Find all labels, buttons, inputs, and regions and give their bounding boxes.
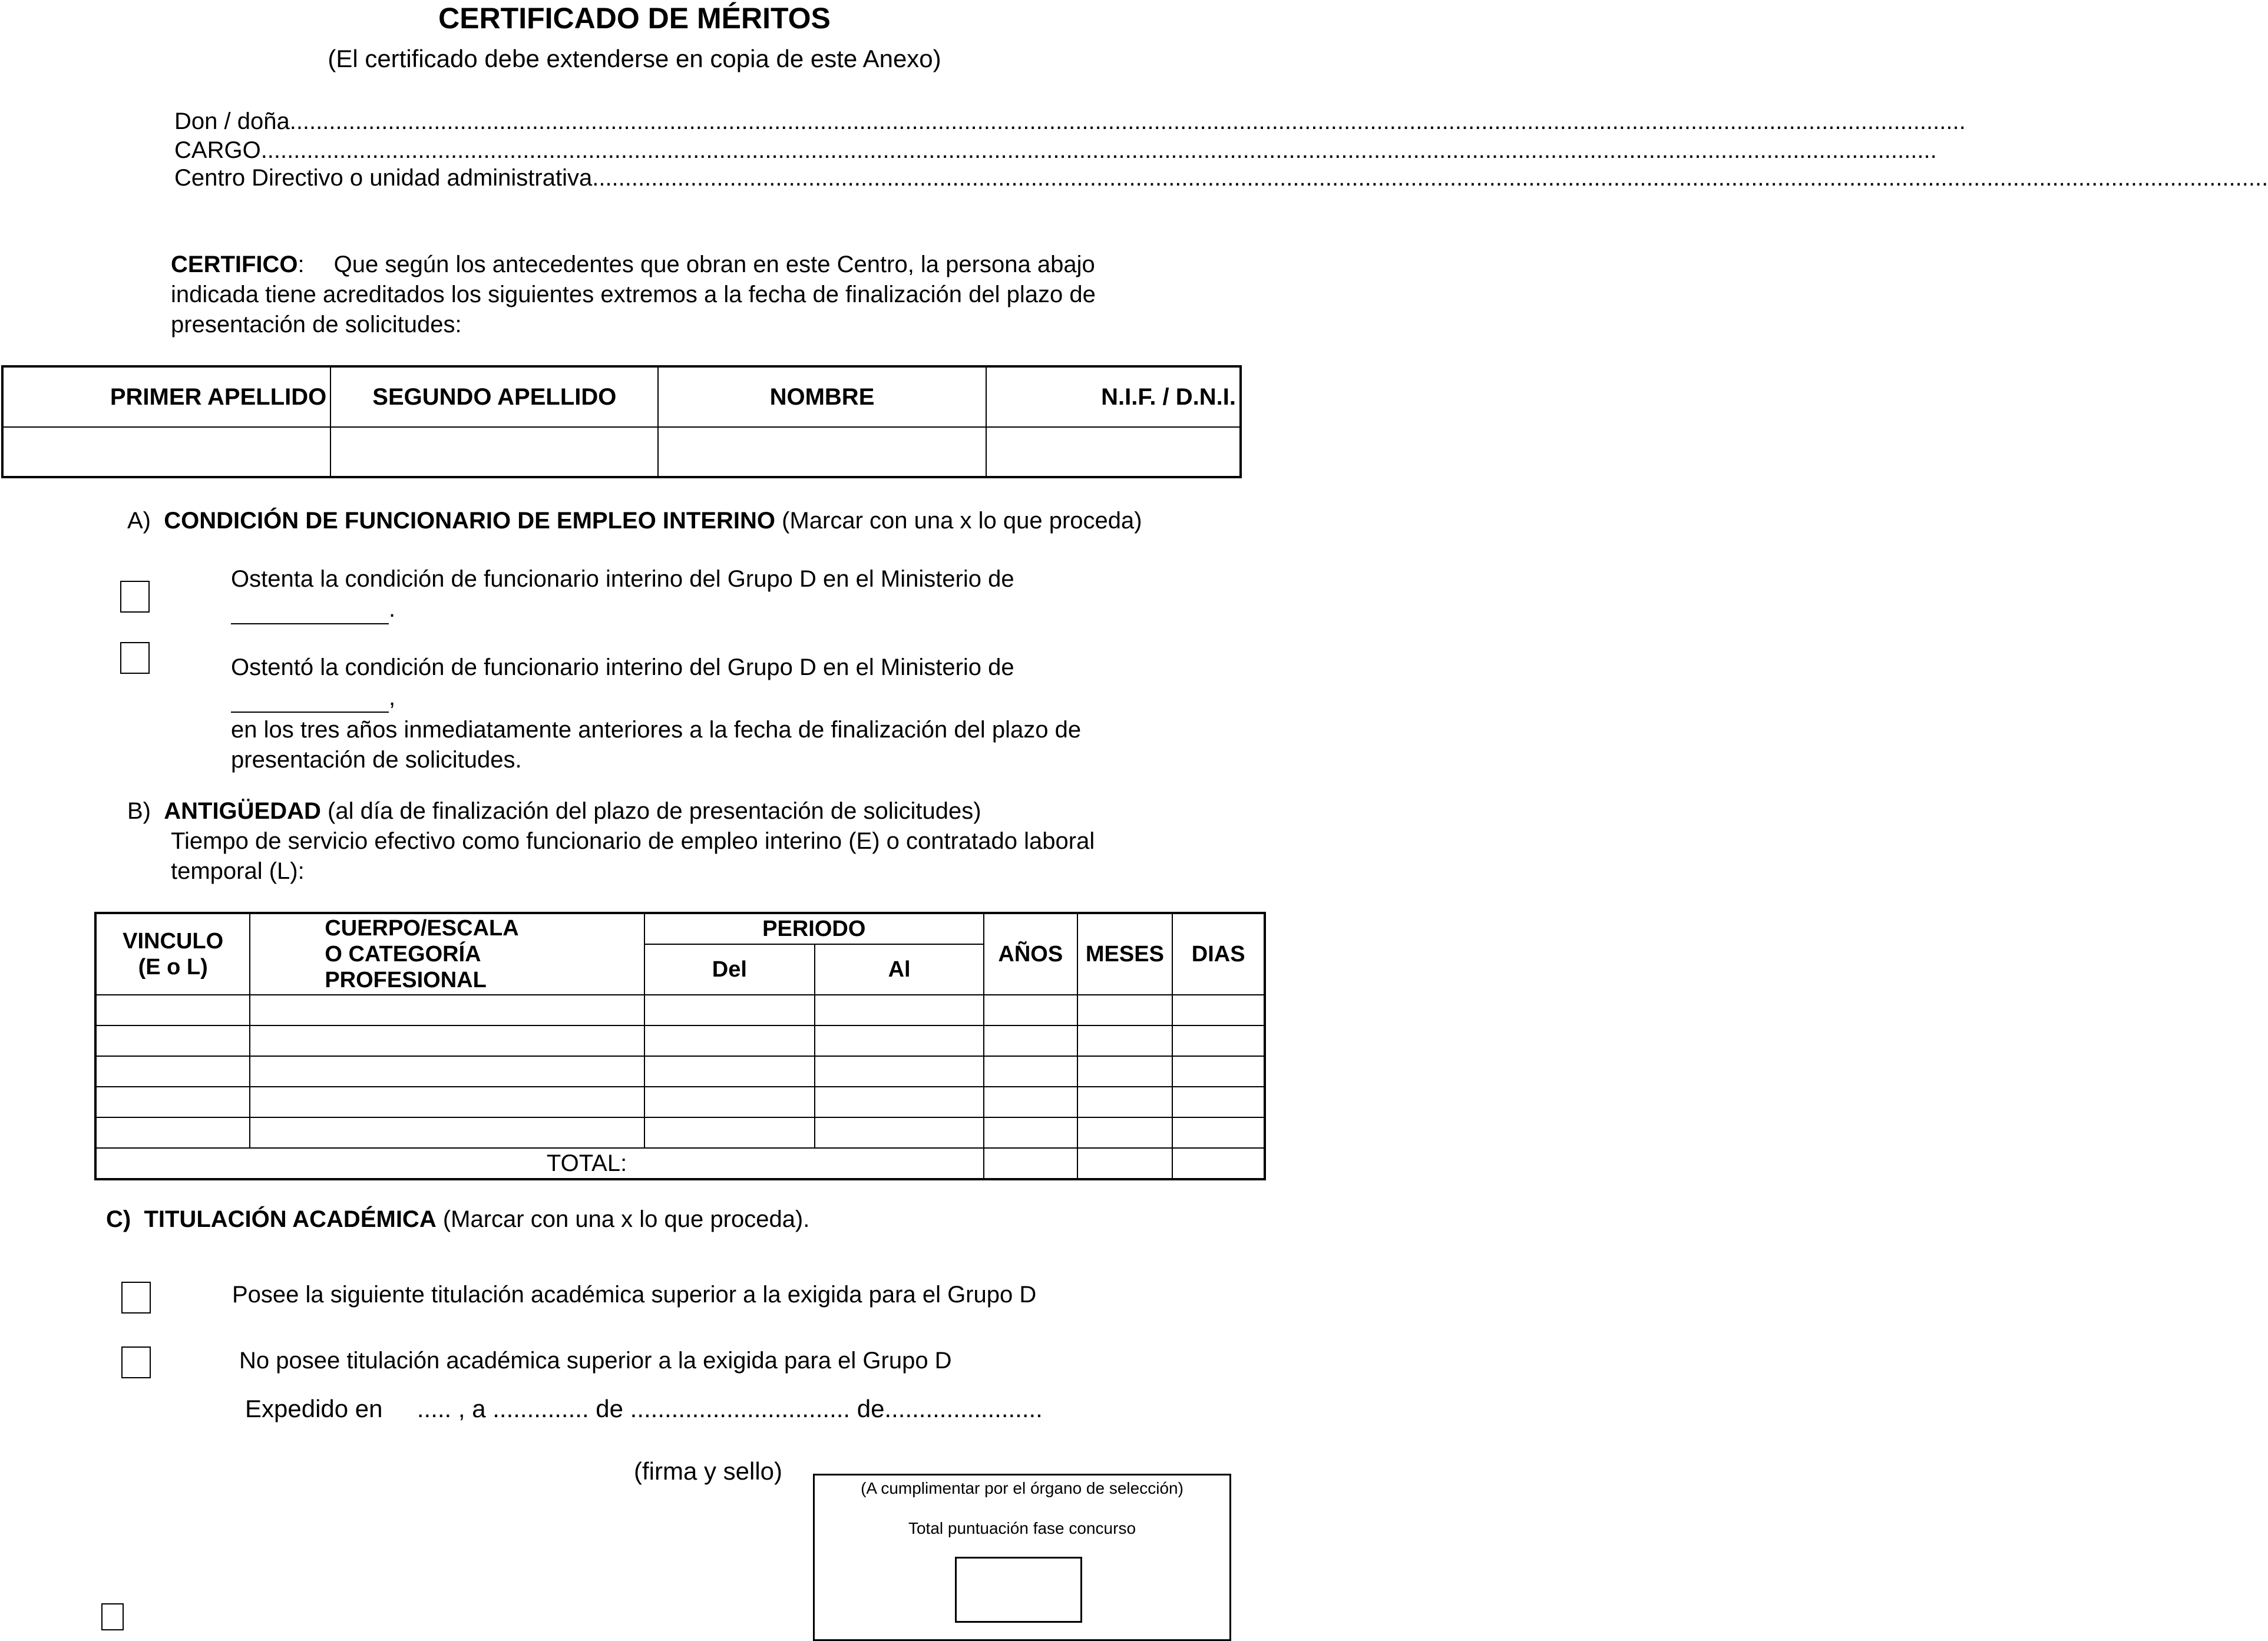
total-label: TOTAL:	[95, 1148, 984, 1179]
cell-dias[interactable]	[1172, 995, 1265, 1025]
section-a-letter: A)	[127, 508, 151, 534]
header-nif: N.I.F. / D.N.I.	[986, 366, 1241, 427]
header-nombre: NOMBRE	[658, 366, 986, 427]
cell-del[interactable]	[644, 1087, 815, 1117]
cell-al[interactable]	[815, 1056, 984, 1087]
checkbox-no-posee[interactable]	[121, 1346, 151, 1378]
centro-dots: ................................................................................................................................................................................................................................................................	[592, 165, 2268, 191]
cell-al[interactable]	[815, 1087, 984, 1117]
section-c-title: TITULACIÓN ACADÉMICA	[144, 1206, 437, 1232]
certifico-paragraph	[171, 250, 1261, 340]
option-ostenta	[231, 564, 1232, 624]
cell-vinculo[interactable]	[95, 1056, 250, 1087]
total-dias[interactable]	[1172, 1148, 1265, 1179]
certifico-colon: :	[297, 252, 305, 277]
option-no-posee-text: No posee titulación académica superior a la exigida para el Grupo D	[239, 1348, 952, 1374]
header-al: Al	[815, 944, 984, 995]
expedido-line: Expedido en ..... , a .............. de ................................ de.......................	[245, 1395, 1043, 1422]
header-vinculo	[95, 913, 250, 995]
cell-nif[interactable]	[986, 427, 1241, 477]
cell-anos[interactable]	[984, 1117, 1077, 1148]
section-c-note: (Marcar con una x lo que proceda).	[442, 1206, 810, 1232]
page-subtitle: (El certificado debe extenderse en copia de este Anexo)	[328, 45, 941, 72]
cell-cuerpo[interactable]	[250, 1087, 644, 1117]
section-a-title: CONDICIÓN DE FUNCIONARIO DE EMPLEO INTERINO	[164, 508, 776, 534]
cell-meses[interactable]	[1077, 995, 1173, 1025]
header-segundo-apellido: SEGUNDO APELLIDO	[330, 366, 658, 427]
cell-anos[interactable]	[984, 1056, 1077, 1087]
don-label: Don / doña	[174, 108, 290, 134]
puntuacion-box-line-2: Total puntuación fase concurso	[908, 1519, 1136, 1537]
total-anos[interactable]	[984, 1148, 1077, 1179]
option-ostento	[231, 653, 1232, 775]
header-del: Del	[644, 944, 815, 995]
certifico-text-3: presentación de solicitudes:	[171, 312, 462, 338]
section-a-note: (Marcar con una x lo que proceda)	[782, 508, 1142, 534]
section-b-note: (al día de finalización del plazo de presentación de solicitudes)	[328, 798, 981, 824]
cargo-field[interactable]	[174, 137, 1937, 164]
certifico-text-2: indicada tiene acreditados los siguientes extremos a la fecha de finalización del plazo de	[171, 282, 1096, 307]
cell-cuerpo[interactable]	[250, 1117, 644, 1148]
header-dias: DIAS	[1172, 913, 1265, 995]
cell-dias[interactable]	[1172, 1056, 1265, 1087]
option-ostenta-text: Ostenta la condición de funcionario interino del Grupo D en el Ministerio de	[231, 566, 1014, 592]
section-c-heading	[106, 1206, 809, 1233]
cell-vinculo[interactable]	[95, 1087, 250, 1117]
header-periodo: PERIODO	[644, 913, 984, 944]
header-vinculo-line-1: VINCULO	[123, 929, 224, 954]
centro-field[interactable]	[174, 165, 2268, 191]
cell-del[interactable]	[644, 1117, 815, 1148]
cell-meses[interactable]	[1077, 1056, 1173, 1087]
cell-del[interactable]	[644, 1056, 815, 1087]
section-b-title: ANTIGÜEDAD	[164, 798, 321, 824]
section-b-letter: B)	[127, 798, 151, 824]
cell-al[interactable]	[815, 1117, 984, 1148]
option-ostento-cont-2: presentación de solicitudes.	[231, 747, 522, 773]
table-row	[95, 995, 1265, 1025]
cell-vinculo[interactable]	[95, 1025, 250, 1056]
page-title: CERTIFICADO DE MÉRITOS	[438, 2, 831, 35]
cell-primer-apellido[interactable]	[2, 427, 330, 477]
table-row	[95, 1087, 1265, 1117]
option-ostento-end: ,	[389, 684, 396, 710]
header-primer-apellido: PRIMER APELLIDO	[2, 366, 330, 427]
cell-al[interactable]	[815, 995, 984, 1025]
checkbox-ostento[interactable]	[120, 642, 150, 674]
ministerio-blank-1[interactable]	[231, 601, 389, 624]
cell-cuerpo[interactable]	[250, 995, 644, 1025]
section-b-heading	[127, 796, 1258, 886]
option-ostenta-end: .	[389, 596, 396, 622]
certifico-label: CERTIFICO	[171, 252, 298, 277]
firma-sello-label: (firma y sello)	[634, 1457, 783, 1485]
table-row	[95, 1117, 1265, 1148]
table-row	[95, 1056, 1265, 1087]
total-meses[interactable]	[1077, 1148, 1173, 1179]
cell-nombre[interactable]	[658, 427, 986, 477]
cargo-label: CARGO	[174, 137, 261, 163]
cell-segundo-apellido[interactable]	[330, 427, 658, 477]
cell-dias[interactable]	[1172, 1025, 1265, 1056]
cell-anos[interactable]	[984, 1087, 1077, 1117]
section-b-line-2: Tiempo de servicio efectivo como funcionario de empleo interino (E) o contratado laboral	[171, 828, 1095, 854]
header-cuerpo-line-2: O CATEGORÍA	[325, 942, 481, 967]
option-posee-text: Posee la siguiente titulación académica superior a la exigida para el Grupo D	[232, 1282, 1037, 1308]
centro-label: Centro Directivo o unidad administrativa	[174, 165, 593, 191]
header-vinculo-line-2: (E o L)	[138, 955, 208, 980]
section-a-heading	[127, 508, 1142, 534]
puntuacion-total-field[interactable]	[955, 1557, 1082, 1623]
cell-anos[interactable]	[984, 995, 1077, 1025]
don-field[interactable]	[174, 108, 1966, 135]
puntuacion-box-line-1: (A cumplimentar por el órgano de selección)	[861, 1479, 1183, 1497]
cell-anos[interactable]	[984, 1025, 1077, 1056]
header-meses: MESES	[1077, 913, 1173, 995]
antiguedad-table	[94, 912, 1266, 1180]
cell-vinculo[interactable]	[95, 995, 250, 1025]
puntuacion-box	[813, 1474, 1231, 1641]
cell-meses[interactable]	[1077, 1025, 1173, 1056]
cell-cuerpo[interactable]	[250, 1025, 644, 1056]
cell-meses[interactable]	[1077, 1087, 1173, 1117]
cell-del[interactable]	[644, 995, 815, 1025]
header-cuerpo-line-3: PROFESIONAL	[325, 968, 487, 992]
cargo-dots: ................................................................................................................................................................................................................................................................	[260, 137, 1937, 163]
cell-vinculo[interactable]	[95, 1117, 250, 1148]
header-anos: AÑOS	[984, 913, 1077, 995]
option-ostento-text: Ostentó la condición de funcionario interino del Grupo D en el Ministerio de	[231, 654, 1014, 680]
ministerio-blank-2[interactable]	[231, 694, 389, 713]
section-b-line-3: temporal (L):	[171, 858, 305, 884]
checkbox-posee[interactable]	[121, 1282, 151, 1314]
table-row	[95, 1025, 1265, 1056]
option-ostento-cont-1: en los tres años inmediatamente anteriores a la fecha de finalización del plazo de	[231, 717, 1082, 743]
section-c-letter: C)	[106, 1206, 131, 1232]
certifico-text-1: Que según los antecedentes que obran en este Centro, la persona abajo	[333, 252, 1095, 277]
checkbox-ostenta[interactable]	[120, 581, 150, 613]
cell-dias[interactable]	[1172, 1117, 1265, 1148]
don-dots: ................................................................................................................................................................................................................................................................	[289, 108, 1966, 134]
cell-cuerpo[interactable]	[250, 1056, 644, 1087]
total-row	[95, 1148, 1265, 1179]
header-cuerpo-line-1: CUERPO/ESCALA	[325, 916, 519, 941]
cell-meses[interactable]	[1077, 1117, 1173, 1148]
cell-dias[interactable]	[1172, 1087, 1265, 1117]
cell-al[interactable]	[815, 1025, 984, 1056]
cell-del[interactable]	[644, 1025, 815, 1056]
header-cuerpo	[250, 913, 644, 995]
person-table	[1, 365, 1242, 478]
checkbox-bottom[interactable]	[101, 1603, 124, 1630]
